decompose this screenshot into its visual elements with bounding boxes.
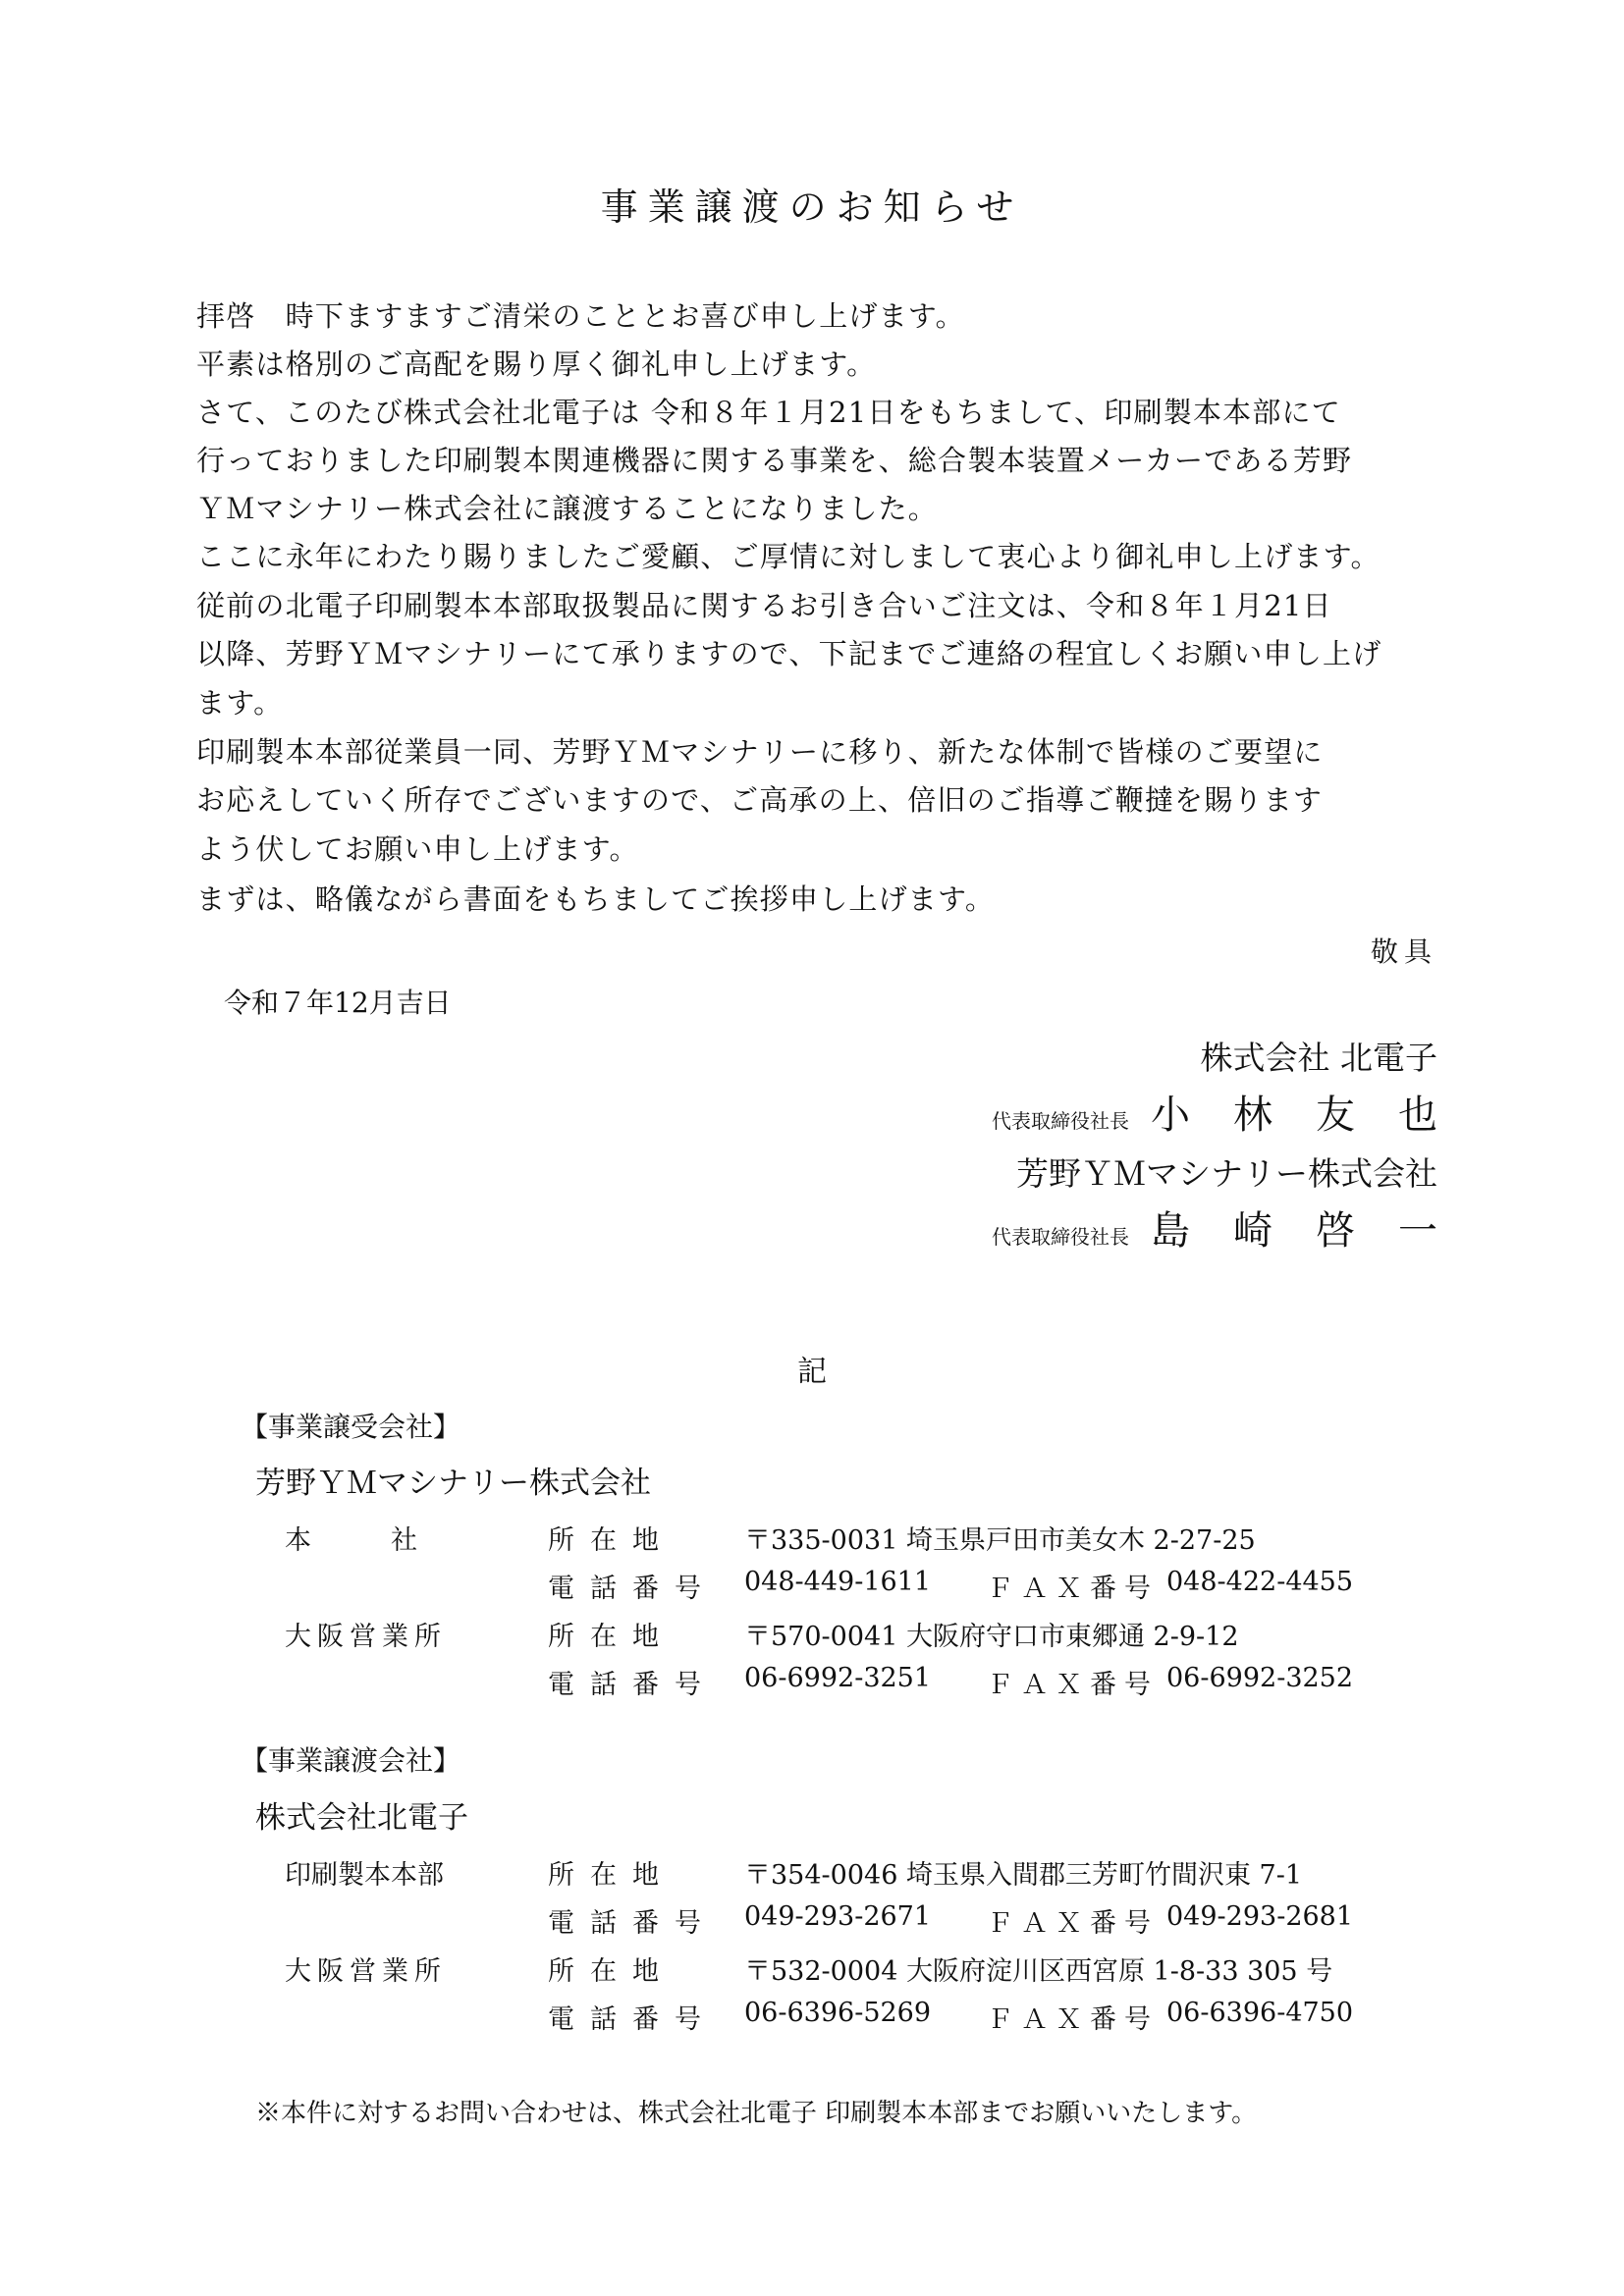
- body-line: 平素は格別のご高配を賜り厚く御礼申し上げます。: [196, 347, 877, 381]
- fax-label: ＦＡＸ番号: [987, 1574, 1159, 1604]
- fax-label: ＦＡＸ番号: [987, 1670, 1159, 1700]
- signature-role-2: 代表取締役社長: [992, 1225, 1129, 1249]
- signature-company-2: 芳野ＹＭマシナリー株式会社: [1016, 1154, 1437, 1193]
- address-value: 〒570-0041 大阪府守口市東郷通 2-9-12: [744, 1622, 1239, 1652]
- fax-value: 048-422-4455: [1166, 1567, 1354, 1597]
- date: 令和７年12月吉日: [224, 987, 452, 1019]
- office-name: 大阪営業所: [285, 1956, 447, 1987]
- body-line: まずは、略儀ながら書面をもちましてご挨拶申し上げます。: [196, 882, 996, 916]
- address-label: 所在地: [548, 1525, 675, 1556]
- tel-value: 06-6396-5269: [744, 1998, 932, 2028]
- signature-role-1: 代表取締役社長: [992, 1109, 1129, 1133]
- body-line: 拝啓 時下ますますご清栄のこととお喜び申し上げます。: [196, 299, 965, 333]
- address-label: 所在地: [548, 1860, 675, 1891]
- transferee-heading: 【事業譲受会社】: [241, 1411, 461, 1443]
- body-line: 以降、芳野ＹＭマシナリーにて承りますので、下記までご連絡の程宜しくお願い申し上げ: [196, 637, 1382, 670]
- tel-label: 電話番号: [548, 2004, 717, 2035]
- fax-value: 06-6396-4750: [1166, 1998, 1354, 2028]
- address-value: 〒354-0046 埼玉県入間郡三芳町竹間沢東 7-1: [744, 1860, 1303, 1891]
- fax-label: ＦＡＸ番号: [987, 1908, 1159, 1939]
- tel-label: 電話番号: [548, 1908, 717, 1939]
- tel-label: 電話番号: [548, 1574, 717, 1604]
- signature-company-1: 株式会社 北電子: [1200, 1039, 1437, 1077]
- fax-label: ＦＡＸ番号: [987, 2004, 1159, 2035]
- body-line: 行っておりました印刷製本関連機器に関する事業を、総合製本装置メーカーである芳野: [196, 444, 1353, 477]
- address-label: 所在地: [548, 1956, 675, 1987]
- body-line: よう伏してお願い申し上げます。: [196, 832, 639, 866]
- body-line: お応えしていく所存でございますので、ご高承の上、倍旧のご指導ご鞭撻を賜ります: [196, 783, 1324, 817]
- office-name: 大阪営業所: [285, 1622, 447, 1652]
- address-value: 〒532-0004 大阪府淀川区西宮原 1-8-33 305 号: [744, 1956, 1333, 1987]
- body-line: 印刷製本本部従業員一同、芳野ＹＭマシナリーに移り、新たな体制で皆様のご要望に: [196, 735, 1324, 769]
- signature-name-2: 島崎啓一: [1151, 1208, 1481, 1254]
- address-label: 所在地: [548, 1622, 675, 1652]
- body-line: ＹＭマシナリー株式会社に譲渡することになりました。: [196, 492, 939, 525]
- tel-label: 電話番号: [548, 1670, 717, 1700]
- transferor-heading: 【事業譲渡会社】: [241, 1744, 461, 1777]
- body-line: さて、このたび株式会社北電子は 令和８年１月21日をもちまして、印刷製本本部にて: [196, 396, 1341, 429]
- ki-heading: 記: [797, 1355, 827, 1389]
- closing: 敬具: [1370, 935, 1437, 968]
- fax-value: 049-293-2681: [1166, 1901, 1354, 1932]
- body-line: ます。: [196, 686, 284, 720]
- tel-value: 049-293-2671: [744, 1901, 932, 1932]
- body-line: ここに永年にわたり賜りましたご愛顧、ご厚情に対しまして衷心より御礼申し上げます。: [196, 540, 1380, 573]
- transferor-company: 株式会社北電子: [255, 1800, 468, 1836]
- inquiry-note: ※本件に対するお問い合わせは、株式会社北電子 印刷製本本部までお願いいたします。: [255, 2099, 1258, 2128]
- office-name: 本 社: [285, 1525, 417, 1556]
- tel-value: 048-449-1611: [744, 1567, 932, 1597]
- tel-value: 06-6992-3251: [744, 1663, 932, 1693]
- office-name: 印刷製本本部: [285, 1860, 444, 1891]
- signature-name-1: 小林友也: [1151, 1093, 1481, 1138]
- fax-value: 06-6992-3252: [1166, 1663, 1354, 1693]
- document-title: 事業譲渡のお知らせ: [600, 186, 1024, 229]
- body-line: 従前の北電子印刷製本本部取扱製品に関するお引き合いご注文は、令和８年１月21日: [196, 589, 1332, 622]
- transferee-company: 芳野ＹＭマシナリー株式会社: [255, 1466, 651, 1501]
- address-value: 〒335-0031 埼玉県戸田市美女木 2-27-25: [744, 1525, 1256, 1556]
